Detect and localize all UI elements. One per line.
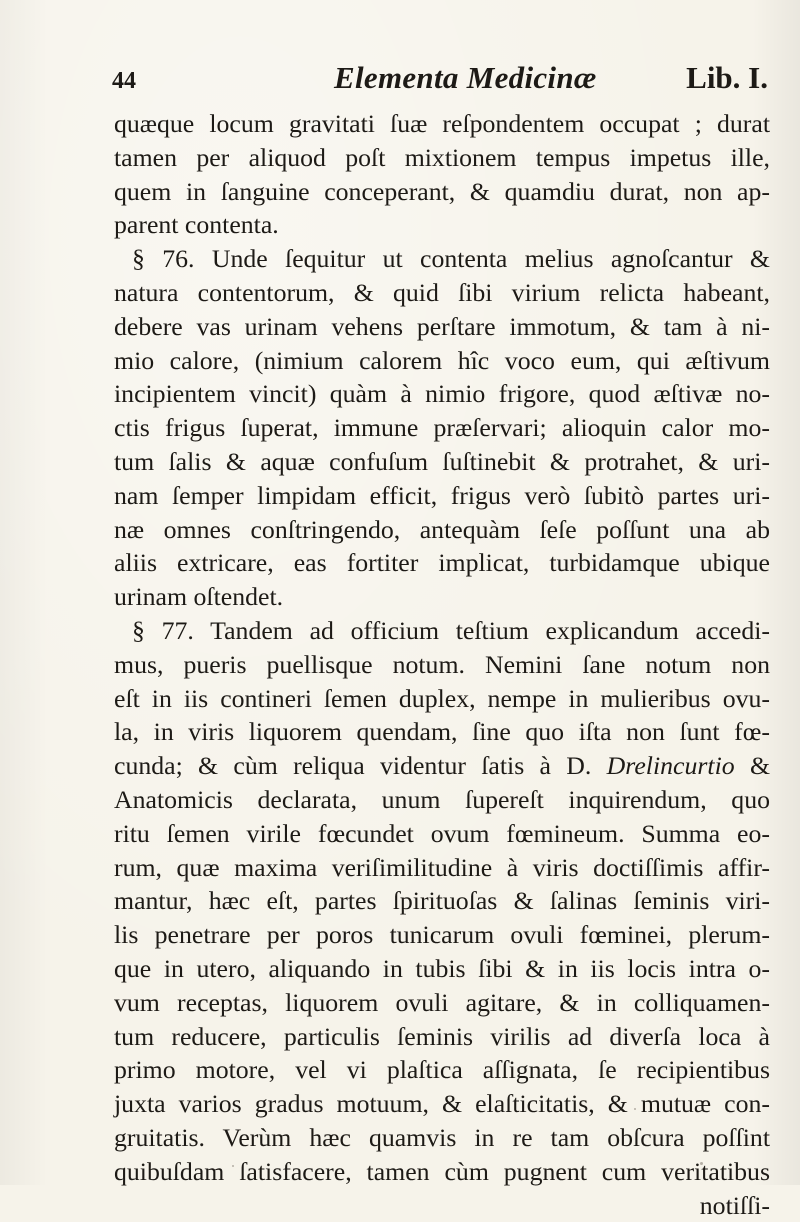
section-77-start: § 77. Tandem ad officium teſtium explicandum accedi- xyxy=(114,614,770,648)
text-line: quibuſdam ſatisfacere, tamen cùm pugnent cum veritatibus xyxy=(114,1155,770,1189)
text-line: Anatomicis declarata, unum ſupereſt inquirendum, quo xyxy=(114,783,770,817)
book-reference: Lib. I. xyxy=(686,60,768,96)
text-line: urinam oſtendet. xyxy=(114,580,770,614)
text-line: la, in viris liquorem quendam, ſine quo iſta non ſunt fœ- xyxy=(114,715,770,749)
text-line: mantur, hæc eſt, partes ſpirituoſas & ſalinas ſeminis viri- xyxy=(114,884,770,918)
paper-speck xyxy=(700,1162,703,1165)
text-fragment: cunda; & cùm reliqua videntur ſatis à D. xyxy=(114,751,607,780)
text-line: mus, pueris puellisque notum. Nemini ſane notum non xyxy=(114,648,770,682)
text-line: eſt in iis contineri ſemen duplex, nempe in mulieribus ovu- xyxy=(114,682,770,716)
text-line: lis penetrare per poros tunicarum ovuli fœminei, plerum- xyxy=(114,918,770,952)
text-fragment: & xyxy=(735,751,770,780)
text-line: aliis extricare, eas fortiter implicat, turbidamque ubique xyxy=(114,546,770,580)
section-76-start: § 76. Unde ſequitur ut contenta melius agnoſcantur & xyxy=(114,242,770,276)
text-line: rum, quæ maxima veriſimilitudine à viris doctiſſimis affir- xyxy=(114,851,770,885)
body-text xyxy=(114,107,770,1222)
text-line: juxta varios gradus motuum, & elaſticitatis, & mutuæ con- xyxy=(114,1087,770,1121)
text-line: tum ſalis & aquæ confuſum ſuſtinebit & protrahet, & uri- xyxy=(114,445,770,479)
text-line: primo motore, vel vi plaſtica aſſignata, ſe recipientibus xyxy=(114,1053,770,1087)
text-line: gruitatis. Verùm hæc quamvis in re tam obſcura poſſint xyxy=(114,1121,770,1155)
paper-speck xyxy=(232,1165,234,1167)
text-line: mio calore, (nimium calorem hîc voco eum, qui æſtivum xyxy=(114,344,770,378)
page-header xyxy=(112,58,768,98)
italic-name: Drelincurtio xyxy=(607,751,735,780)
text-line: natura contentorum, & quid ſibi virium relicta habeant, xyxy=(114,276,770,310)
text-line: ctis frigus ſuperat, immune præſervari; alioquin calor mo- xyxy=(114,411,770,445)
catchword: notiſſi- xyxy=(114,1189,770,1222)
text-line: vum receptas, liquorem ovuli agitare, & in colliquamen- xyxy=(114,986,770,1020)
text-line: nam ſemper limpidam efficit, frigus verò ſubitò partes uri- xyxy=(114,479,770,513)
text-line-with-name xyxy=(114,749,770,783)
text-line: incipientem vincit) quàm à nimio frigore, quod æſtivæ no- xyxy=(114,377,770,411)
text-line: næ omnes conſtringendo, antequàm ſeſe poſſunt una ab xyxy=(114,513,770,547)
text-line: quem in ſanguine conceperant, & quamdiu durat, non ap- xyxy=(114,175,770,209)
paper-speck xyxy=(634,1108,636,1110)
text-line: quæque locum gravitati ſuæ reſpondentem occupat ; durat xyxy=(114,107,770,141)
text-line: debere vas urinam vehens perſtare immotum, & tam à ni- xyxy=(114,310,770,344)
running-title: Elementa Medicinæ xyxy=(334,60,597,96)
text-line: parent contenta. xyxy=(114,208,770,242)
text-line: que in utero, aliquando in tubis ſibi & in iis locis intra o- xyxy=(114,952,770,986)
text-line: ritu ſemen virile fœcundet ovum fœmineum. Summa eo- xyxy=(114,817,770,851)
text-line: tamen per aliquod poſt mixtionem tempus impetus ille, xyxy=(114,141,770,175)
page-number: 44 xyxy=(112,68,136,95)
text-line: tum reducere, particulis ſeminis virilis ad diverſa loca à xyxy=(114,1020,770,1054)
